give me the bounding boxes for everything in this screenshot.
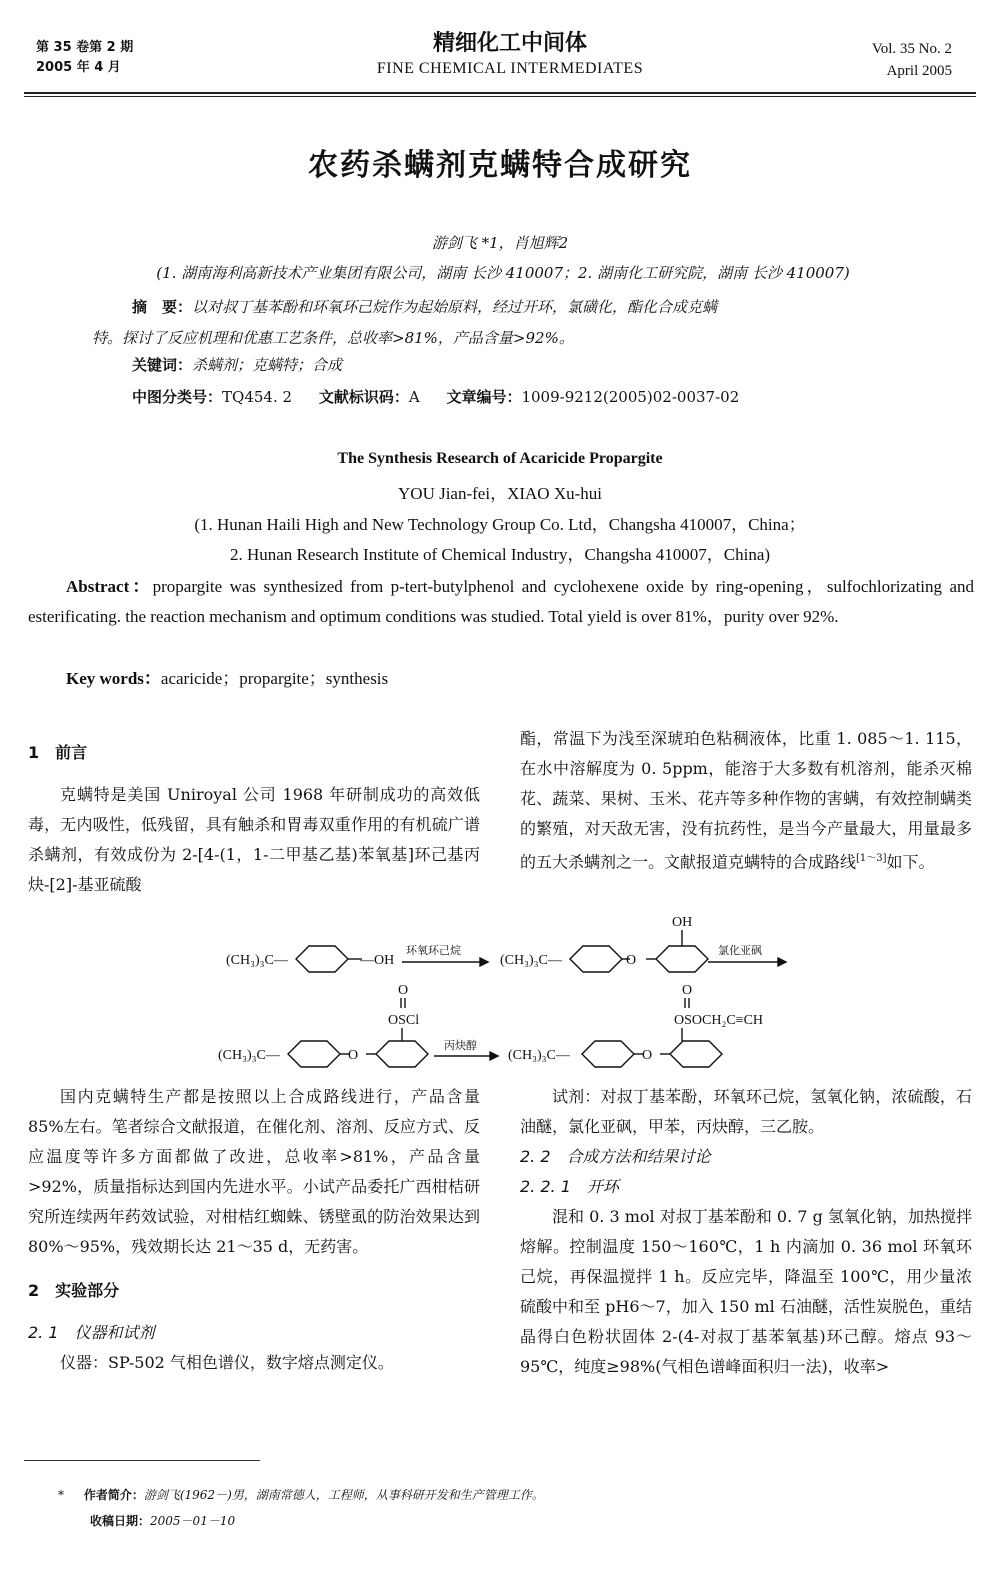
intro-continued-text: 酯，常温下为浅至深琥珀色粘稠液体，比重 1. 085～1. 115，在水中溶解度为 0. 5ppm，能溶于大多数有机溶剂，能杀灭棉花、蔬菜、果树、玉米、花卉等多种作物的害螨，有效控制螨类的繁殖，对天敌无害，没有抗药性，是当今产量最大，用量最多的五大杀螨剂之一。文献报道克螨特的合成路线 — [520, 729, 972, 872]
journal-name — [300, 30, 720, 80]
improvement-paragraph: 国内克螨特生产都是按照以上合成路线进行，产品含量 85%左右。笔者综合文献报道，在催化剂、溶剂、反应方式、反应温度等许多方面都做了改进，总收率>81%，产品含量>92%，质量指标达到国内先进水平。小试产品委托广西柑桔研究所连续两年药效试验，对柑桔红蜘蛛、锈壁虱的防治效果达到 80%～95%，残效期长达 21～35 d，无药害。 — [28, 1087, 480, 1256]
section-2-2-heading: 2. 2 合成方法和结果讨论 — [520, 1147, 711, 1166]
sulfinyl-oxygen-1: O — [398, 983, 409, 998]
oscl-group: OSCl — [388, 1013, 420, 1028]
propargyl-sulfite-group: OSOCH₂C≡CH — [674, 1013, 764, 1028]
section-1-heading: 1 前言 — [28, 743, 88, 762]
received-date: 2005－01－10 — [150, 1514, 236, 1528]
keywords-cn — [132, 354, 342, 375]
journal-issue-cn — [36, 38, 133, 78]
cyclohexane-ring-3 — [670, 1041, 722, 1067]
reagents-paragraph: 试剂：对叔丁基苯酚，环氧环己烷，氢氧化钠，浓硫酸，石油醚，氯化亚砜，甲苯，丙炔醇，三乙胺。 — [520, 1087, 972, 1136]
page-title: 农药杀螨剂克螨特合成研究 — [308, 148, 692, 183]
tbu-group-2: (CH₃)₃C— — [500, 953, 562, 968]
cyclohexane-ring-2 — [376, 1041, 428, 1067]
intro-continued-end: 如下。 — [886, 852, 935, 872]
instruments-paragraph: 仪器：SP-502 气相色谱仪，数字熔点测定仪。 — [60, 1353, 394, 1372]
left-column-top — [28, 738, 480, 900]
journal-issue-en — [872, 38, 952, 82]
right-column-bottom — [520, 1082, 972, 1382]
keywords-en-text: acaricide；propargite；synthesis — [160, 669, 389, 688]
doc-code-value: A — [408, 388, 420, 406]
abstract-cn-label: 摘 要： — [132, 298, 193, 316]
ether-link-1: O — [626, 953, 637, 968]
section-2-1-heading: 2. 1 仪器和试剂 — [28, 1323, 155, 1342]
synthesis-scheme — [0, 904, 1000, 1080]
reagent-thionyl-chloride: 氯化亚砜 — [718, 945, 762, 957]
keywords-cn-text: 杀螨剂；克螨特；合成 — [192, 356, 343, 374]
header-rule-thick — [24, 92, 976, 94]
abstract-en-label: Abstract： — [66, 577, 153, 596]
footnote-received — [90, 1510, 235, 1532]
reagent-propargyl-alcohol: 丙炔醇 — [444, 1040, 477, 1052]
section-2-heading: 2 实验部分 — [28, 1281, 120, 1300]
sulfinyl-oxygen-2: O — [682, 983, 693, 998]
benzene-ring-4 — [582, 1041, 634, 1067]
ether-link-3: O — [642, 1048, 653, 1063]
date-en: April 2005 — [886, 63, 952, 79]
article-no-label: 文章编号： — [446, 388, 522, 406]
authors-cn: 游剑飞 *1，肖旭辉2 — [431, 234, 569, 252]
cyclohexane-ring-1 — [656, 946, 708, 972]
volume-en: Vol. 35 No. 2 — [871, 41, 952, 57]
keywords-cn-label: 关键词： — [132, 356, 193, 374]
clc-label: 中图分类号： — [132, 388, 223, 406]
ring-opening-paragraph: 混和 0. 3 mol 对叔丁基苯酚和 0. 7 g 氢氧化钠，加热搅拌熔解。控制温度 150～160℃，1 h 内滴加 0. 36 mol 环氧环己烷，再保温搅拌 1 h。反应完毕，降温至 100℃，用少量浓硫酸中和至 pH6～7，加入 150 ml 石油醚，活性炭脱色，重结晶得白色粉状固体 2-(4-对叔丁基苯氧基)环己醇。熔点 93～95℃，纯度≥98%(气相色谱峰面积归一法)，收率> — [520, 1207, 972, 1376]
keywords-en — [66, 664, 388, 689]
abstract-en — [28, 572, 974, 632]
intro-paragraph: 克螨特是美国 Uniroyal 公司 1968 年研制成功的高效低毒，无内吸性，低残留，具有触杀和胃毒双重作用的有机硫广谱杀螨剂，有效成份为 2-[4-(1，1-二甲基乙基)苯氧基]环己基丙炔-[2]-基亚硫酸 — [28, 785, 480, 894]
header-rule-thin — [24, 96, 976, 97]
abstract-en-text: propargite was synthesized from p-tert-butylphenol and cyclohexene oxide by ring-opening，sulfochlorizating and esterificating. the reaction mechanism and optimum conditions was studied. Total yield is over 81%，purity over 92%. — [28, 577, 974, 626]
affiliation-en-1: (1. Hunan Haili High and New Technology Group Co. Ltd，Changsha 410007，China； — [194, 515, 806, 534]
abstract-cn-line1: 以对叔丁基苯酚和环氧环己烷作为起始原料，经过开环，氯磺化，酯化合成克螨 — [192, 298, 718, 316]
bio-text: 游剑飞(1962－)男，湖南常德人，工程师，从事科研开发和生产管理工作。 — [143, 1488, 544, 1502]
received-label: 收稿日期： — [90, 1514, 151, 1528]
ether-link-2: O — [348, 1048, 359, 1063]
abstract-cn — [92, 292, 952, 354]
footnote-bio — [58, 1484, 544, 1506]
authors-en: YOU Jian-fei，XIAO Xu-hui — [398, 484, 602, 503]
footnote-rule — [24, 1460, 260, 1461]
footnote-star: * — [58, 1488, 64, 1502]
affiliation-cn: (1. 湖南海利高新技术产业集团有限公司，湖南 长沙 410007；2. 湖南化工研究院，湖南 长沙 410007) — [156, 264, 850, 282]
reagent-epoxide: 环氧环己烷 — [406, 945, 461, 957]
abstract-cn-line2: 特。探讨了反应机理和优惠工艺条件，总收率>81%，产品含量>92%。 — [92, 329, 574, 347]
journal-name-cn: 精细化工中间体 — [432, 31, 587, 56]
hydroxyl-2: OH — [672, 915, 693, 930]
classification-line — [132, 386, 739, 407]
bio-label: 作者简介： — [83, 1488, 144, 1502]
hydroxyl-1: —OH — [360, 953, 395, 968]
benzene-ring-1 — [296, 946, 348, 972]
benzene-ring-2 — [570, 946, 622, 972]
left-column-bottom — [28, 1082, 480, 1378]
doc-code-label: 文献标识码： — [318, 388, 409, 406]
section-2-2-1-heading: 2. 2. 1 开环 — [520, 1177, 619, 1196]
article-no-value: 1009-9212(2005)02-0037-02 — [521, 388, 740, 406]
date-cn: 2005 年 4 月 — [36, 60, 121, 75]
benzene-ring-3 — [288, 1041, 340, 1067]
journal-name-en: FINE CHEMICAL INTERMEDIATES — [376, 60, 644, 77]
citation-ref: [1～3] — [856, 853, 887, 864]
keywords-en-label: Key words： — [66, 669, 161, 688]
affiliation-en-2: 2. Hunan Research Institute of Chemical Industry，Changsha 410007，China) — [229, 545, 771, 564]
intro-continued — [520, 724, 972, 877]
right-column-top — [520, 724, 972, 877]
title-en: The Synthesis Research of Acaricide Propargite — [337, 450, 663, 467]
tbu-group-4: (CH₃)₃C— — [508, 1048, 570, 1063]
clc-value: TQ454. 2 — [222, 388, 293, 406]
tbu-group-3: (CH₃)₃C— — [218, 1048, 280, 1063]
volume-cn: 第 35 卷第 2 期 — [36, 40, 134, 55]
tbu-group-1: (CH₃)₃C— — [226, 953, 288, 968]
